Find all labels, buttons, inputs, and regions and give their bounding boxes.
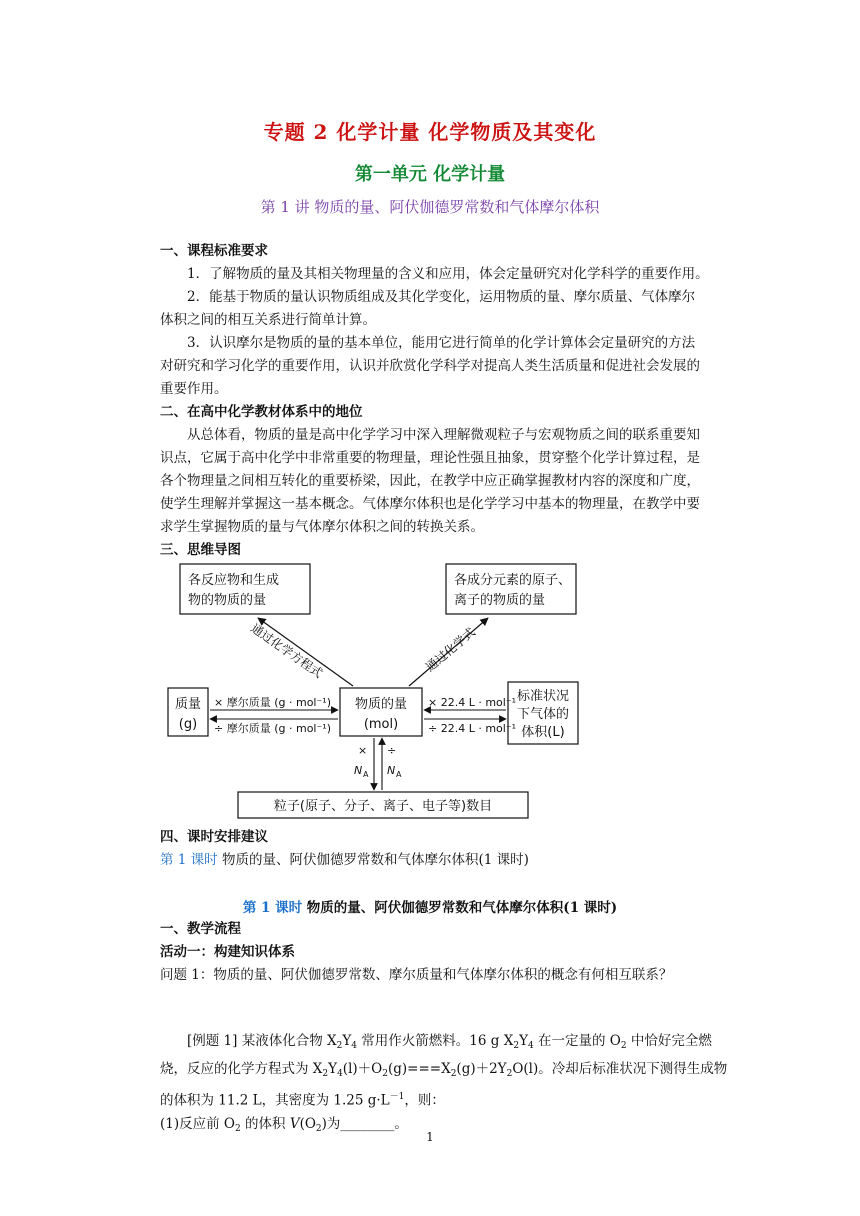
section-heading: 三、思维导图: [160, 542, 241, 558]
example-line: 烧，反应的化学方程式为 $X_2Y_4(l)+O_2(g)===X_2(g)+2Y_2O(l)$。冷却后标准状况下测得生成物: [160, 1061, 728, 1079]
section-heading: 四、课时安排建议: [160, 829, 268, 845]
paragraph: 3．认识摩尔是物质的量的基本单位，能用它进行简单的化学计算体会定量研究的方法: [187, 335, 696, 351]
paragraph: 使学生理解并掌握这一基本概念。气体摩尔体积也是化学学习中基本的物理量，在教学中要: [160, 496, 700, 512]
schedule-item-tag: 第 1 课时: [160, 852, 218, 868]
page-number: 1: [426, 1130, 434, 1144]
label-na: N: [354, 764, 363, 777]
lesson-title: [0, 896, 860, 916]
section-curriculum: [160, 240, 730, 562]
paragraph: 2．能基于物质的量认识物质组成及其化学变化，运用物质的量、摩尔质量、气体摩尔: [187, 289, 696, 305]
label-na-sub: A: [363, 770, 369, 779]
paragraph: 求学生掌握物质的量与气体摩尔体积之间的转换关系。: [160, 519, 484, 535]
example-question: (1)反应前 $O_2$ 的体积 $V(O_2)$为________。: [160, 1115, 408, 1134]
box-reactants-text: 物的物质的量: [188, 593, 267, 608]
lesson-tag: 第 1 课时: [242, 900, 303, 916]
activity-heading: 活动一：构建知识体系: [160, 944, 295, 960]
box-center-text: (mol): [363, 717, 399, 732]
section-heading: 二、在高中化学教材体系中的地位: [160, 404, 363, 420]
section-schedule: [160, 826, 730, 872]
paragraph: 体积之间的相互关系进行简单计算。: [160, 312, 376, 328]
example-line: 的体积为 11.2 L，其密度为 1.25 $g\cdot L^{-1}$，则：: [160, 1092, 445, 1109]
example-label: [例题 1]: [187, 1033, 238, 1049]
schedule-item: [160, 849, 730, 872]
paragraph: 对研究和学习化学的重要作用，认识并欣赏化学科学对提高人类生活质量和促进社会发展的: [160, 358, 700, 374]
box-reactants-text: 各反应物和生成: [188, 573, 280, 588]
label-div: ÷: [387, 744, 397, 757]
main-title: 专题 2 化学计量 化学物质及其变化: [263, 120, 597, 144]
mind-map-diagram: [158, 560, 730, 822]
schedule-item-text: 物质的量、阿伏伽德罗常数和气体摩尔体积(1 课时): [217, 852, 529, 868]
box-mass-text: (g): [178, 717, 198, 732]
box-elements-text: 各成分元素的原子、: [454, 573, 572, 588]
box-center-text: 物质的量: [354, 697, 408, 712]
label-equation: 通过化学方程式: [248, 620, 326, 681]
arrow-to-reactants: [258, 618, 353, 686]
box-elements-text: 离子的物质的量: [454, 593, 546, 608]
example-problem: [160, 1030, 730, 1141]
paragraph: 1．了解物质的量及其相关物理量的含义和应用，体会定量研究对化学科学的重要作用。: [187, 266, 709, 282]
section-heading: 一、课程标准要求: [160, 243, 268, 259]
box-volume-text: 体积(L): [521, 725, 565, 740]
box-volume-text: 下气体的: [516, 707, 570, 722]
lecture-title: 第 1 讲 物质的量、阿伏伽德罗常数和气体摩尔体积: [260, 198, 600, 216]
paragraph: 从总体看，物质的量是高中化学学习中深入理解微观粒子与宏观物质之间的联系重要知: [187, 427, 700, 443]
label-na-sub: A: [396, 770, 402, 779]
label-mul-molar: × 摩尔质量 (g · mol⁻¹): [214, 696, 331, 709]
label-formula: 通过化学式: [422, 624, 478, 675]
unit-title: 第一单元 化学计量: [354, 164, 506, 185]
section-heading: 一、教学流程: [160, 921, 241, 937]
paragraph: 各个物理量之间相互转化的重要桥梁，因此，在教学中应正确掌握教材内容的深度和广度，: [160, 473, 700, 489]
section-lesson: [160, 918, 730, 987]
label-div-vm: ÷ 22.4 L · mol⁻¹: [428, 722, 517, 735]
label-div-molar: ÷ 摩尔质量 (g · mol⁻¹): [214, 722, 331, 735]
label-mul-vm: × 22.4 L · mol⁻¹: [428, 696, 517, 709]
paragraph: 识点，它属于高中化学中非常重要的物理量，理论性强且抽象，贯穿整个化学计算过程，是: [160, 450, 700, 466]
box-mass-text: 质量: [174, 697, 202, 712]
question-text: 问题 1：物质的量、阿伏伽德罗常数、摩尔质量和气体摩尔体积的概念有何相互联系？: [160, 967, 673, 983]
example-line: [例题 1] 某液体化合物 $X_2Y_4$ 常用作火箭燃料。16 g $X_2Y_4$ 在一定量的 $O_2$ 中恰好完全燃: [187, 1033, 712, 1051]
label-mul: ×: [358, 744, 368, 757]
box-volume-text: 标准状况: [516, 689, 570, 704]
paragraph: 重要作用。: [160, 381, 228, 397]
box-particles-text: 粒子(原子、分子、离子、电子等)数目: [273, 799, 493, 814]
lesson-title-text: 物质的量、阿伏伽德罗常数和气体摩尔体积(1 课时): [302, 900, 618, 916]
label-na: N: [387, 764, 396, 777]
